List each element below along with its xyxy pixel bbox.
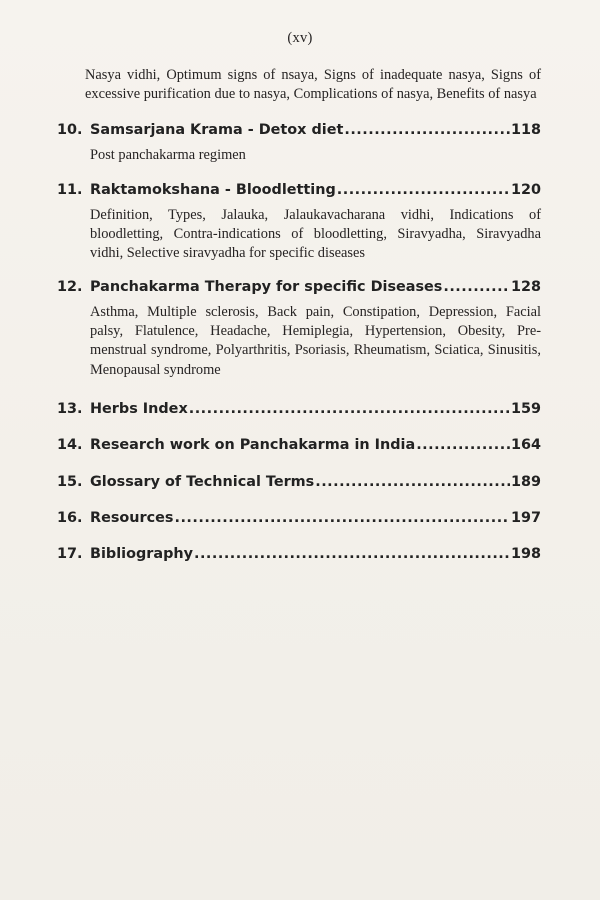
toc-entry-heading <box>57 119 541 141</box>
dot-leader <box>189 398 510 420</box>
continued-description: Nasya vidhi, Optimum signs of nsaya, Signs of inadequate nasya, Signs of excessive purification due to nasya, Complications of nasya, Benefits of nasya <box>85 67 541 103</box>
toc-entry-heading <box>57 276 541 298</box>
entry-number: 14. <box>57 436 83 453</box>
toc-entry-heading <box>57 434 541 456</box>
entry-page-number: 164 <box>510 436 541 453</box>
toc-entry-11 <box>57 179 541 264</box>
entry-page-number: 198 <box>510 545 541 562</box>
entry-page-number: 197 <box>510 509 541 526</box>
toc-entry-heading <box>57 471 541 493</box>
entry-description: Definition, Types, Jalauka, Jalaukavacharana vidhi, Indications of bloodletting, Contra-indications of bloodletting, Siravyadha, Siravyadha vidhi, Selective siravyadha for specific diseases <box>90 206 541 262</box>
toc-entry-heading <box>57 179 541 201</box>
entry-title: Samsarjana Krama - Detox diet <box>90 121 344 138</box>
page-number: (xv) <box>287 30 313 46</box>
entry-page-number: 189 <box>510 473 541 490</box>
dot-leader <box>175 507 510 529</box>
toc-entry-heading <box>57 398 541 420</box>
entry-number: 13. <box>57 400 83 417</box>
entry-number: 10. <box>57 121 83 138</box>
toc-entry-14 <box>57 434 541 456</box>
toc-entry-17 <box>57 543 541 565</box>
entry-page-number: 120 <box>510 181 541 198</box>
toc-entry-15 <box>57 471 541 493</box>
dot-leader <box>344 119 510 141</box>
toc-entry-heading <box>57 543 541 565</box>
dot-leader <box>443 276 510 298</box>
entry-number: 16. <box>57 509 83 526</box>
dot-leader <box>315 471 510 493</box>
dot-leader <box>337 179 510 201</box>
toc-entry-16 <box>57 507 541 529</box>
entry-title: Panchakarma Therapy for specific Diseases <box>90 278 443 295</box>
table-of-contents <box>57 66 541 565</box>
entry-number: 15. <box>57 473 83 490</box>
entry-page-number: 128 <box>510 278 541 295</box>
toc-entry-13 <box>57 398 541 420</box>
dot-leader <box>416 434 510 456</box>
entry-description: Asthma, Multiple sclerosis, Back pain, Constipation, Depression, Facial palsy, Flatulence, Headache, Hemiplegia, Hypertension, Obesity, Pre-menstrual syndrome, Polyarthritis, Psoriasis, Rheumatism, Sciatica, Sinusitis, Menopausal syndrome <box>90 303 541 378</box>
toc-entry-10 <box>57 119 541 165</box>
dot-leader <box>194 543 510 565</box>
entry-title: Raktamokshana - Bloodletting <box>90 181 336 198</box>
entry-title: Glossary of Technical Terms <box>90 473 315 490</box>
entry-title: Bibliography <box>90 545 193 562</box>
entry-number: 11. <box>57 181 83 198</box>
toc-entry-heading <box>57 507 541 529</box>
toc-entry-12 <box>57 276 541 380</box>
entry-number: 12. <box>57 278 83 295</box>
entry-title: Resources <box>90 509 174 526</box>
entry-page-number: 159 <box>510 400 541 417</box>
entry-title: Research work on Panchakarma in India <box>90 436 416 453</box>
entry-page-number: 118 <box>510 121 541 138</box>
entry-number: 17. <box>57 545 83 562</box>
entry-description: Post panchakarma regimen <box>90 146 246 163</box>
entry-title: Herbs Index <box>90 400 188 417</box>
